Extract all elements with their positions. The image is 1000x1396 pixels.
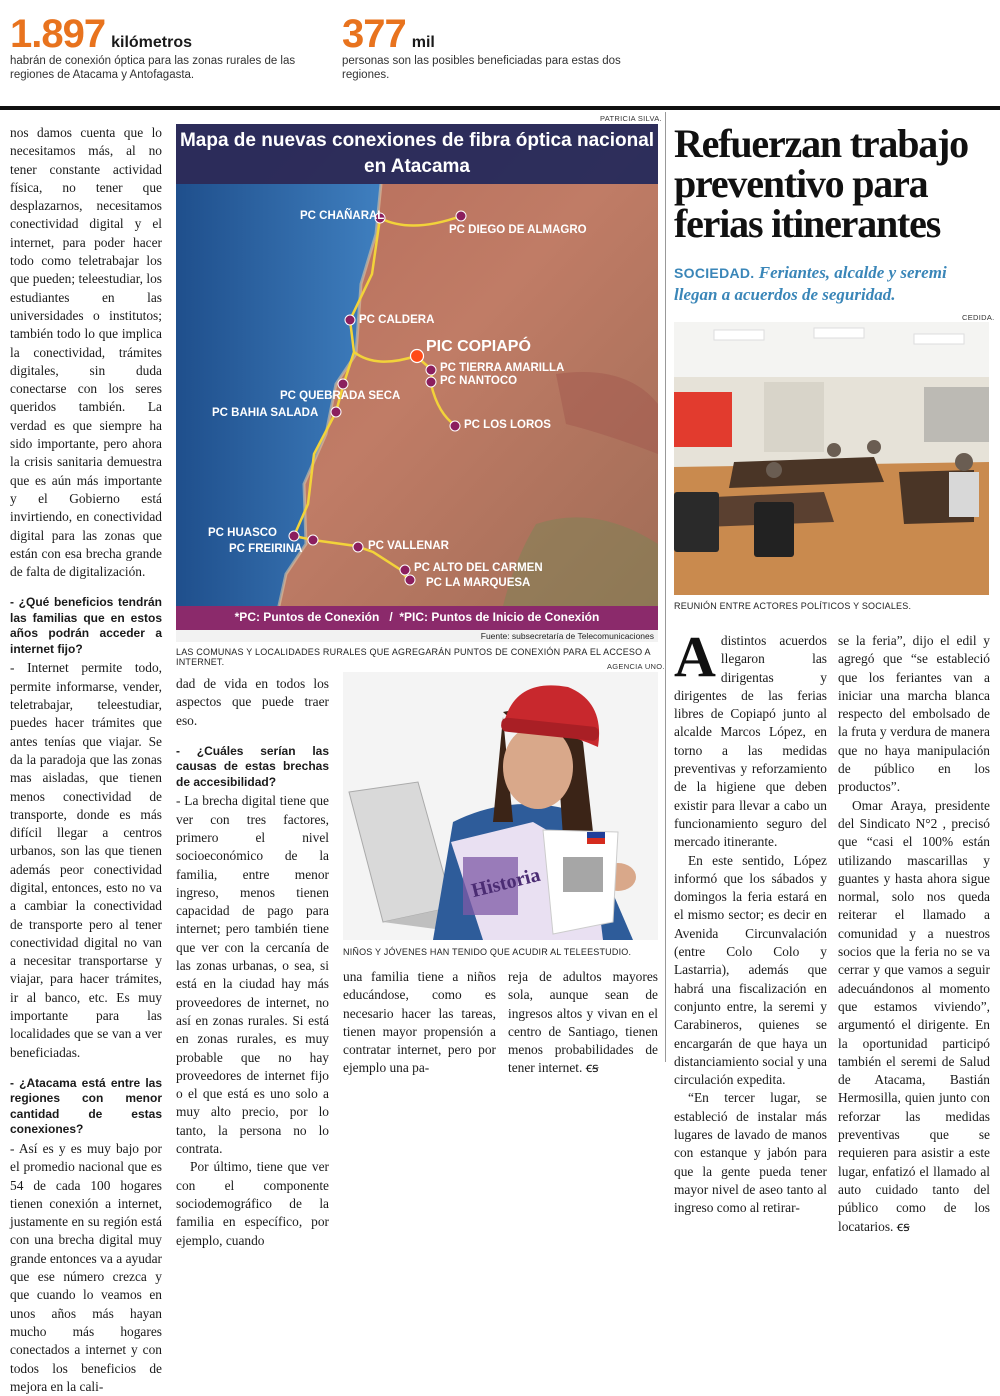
end-mark-icon: ꞓꞩ	[585, 1060, 599, 1076]
article-column-2	[838, 632, 990, 1236]
map-title: Mapa de nuevas conexiones de fibra óptica nacional en Atacama	[179, 130, 655, 177]
stat-block-kilometers	[10, 14, 330, 82]
deck-text: Feriantes, alcalde y seremi llegan a acuerdos de seguridad.	[674, 263, 947, 304]
article-photo-credit: CEDIDA.	[962, 313, 995, 322]
question: - ¿Qué beneficios tendrán las familias que en estos años podrán acceder a internet fijo?	[10, 595, 162, 656]
label-vallenar: PC VALLENAR	[368, 540, 449, 552]
point-copiapo-start[interactable]	[411, 350, 424, 363]
student-illustration	[343, 672, 658, 940]
paragraph: una familia tiene a niños educándose, como es necesario hacer las tareas, tienen mayor propensión a contratar internet, pero por ejemplo una pa-	[343, 969, 496, 1076]
meeting-photo-caption: REUNIÓN ENTRE ACTORES POLÍTICOS Y SOCIALES.	[674, 601, 912, 611]
label-freirina: PC FREIRINA	[229, 543, 303, 555]
section-divider	[0, 106, 1000, 110]
answer: - La brecha digital tiene que ver con tres factores, primero el nivel socioeconómico de la familia, entre menor ingreso, menos tienen capacidad de pago para internet; pero también tiene que ver con la cercanía de las zonas urbanas, o sea, si está en la ciudad hay más proveedores de internet, no así en zonas rurales. Si está en zonas rurales, es muy probable que no hay proveedores de internet fijo o el que está es uno solo a muy alto precio, por lo tanto, la persona no lo contrata.	[176, 793, 329, 1157]
article-deck	[674, 262, 992, 305]
article-column-1	[674, 624, 827, 1218]
point-diego-de-almagro[interactable]	[456, 211, 466, 221]
map-caption: LAS COMUNAS Y LOCALIDADES RURALES QUE AGREGARÁN PUNTOS DE CONEXIÓN PARA EL ACCESO A INTERNET.	[176, 647, 651, 667]
stat-description: personas son las posibles beneficiadas para estas dos regiones.	[342, 55, 621, 81]
paragraph: dad de vida en todos los aspectos que puede traer eso.	[176, 676, 329, 728]
dropcap: A	[674, 624, 716, 689]
map-credit: PATRICIA SILVA.	[600, 114, 662, 123]
question: - ¿Atacama está entre las regiones con menor cantidad de estas conexiones?	[10, 1075, 162, 1137]
label-nantoco: PC NANTOCO	[440, 375, 518, 387]
point-bahia-salada[interactable]	[331, 407, 341, 417]
label-tierra-amarilla: PC TIERRA AMARILLA	[440, 362, 565, 374]
stat-description: habrán de conexión óptica para las zonas rurales de las regiones de Atacama y Antofagasta.	[10, 55, 296, 81]
student-photo-caption: NIÑOS Y JÓVENES HAN TENIDO QUE ACUDIR AL TELEESTUDIO.	[343, 947, 632, 957]
point-alto-del-carmen[interactable]	[400, 565, 410, 575]
question: - ¿Cuáles serían las causas de estas brechas de accesibilidad?	[176, 743, 329, 789]
meeting-photo	[674, 322, 989, 595]
point-freirina[interactable]	[308, 535, 318, 545]
paragraph	[838, 797, 990, 1236]
interview-column-1	[10, 124, 162, 1396]
answer: - Así es y es muy bajo por el promedio nacional que es 54 de cada 100 hogares tienen conexión a internet, justamente en su región está con una brecha digital muy grande entonces va a ayudar que ese número crezca y que cuando lo veamos en unos años más hayan mucho más hogares conectados a internet y con todos los beneficios de mejora en la cali-	[10, 1140, 162, 1394]
stat-number: 377	[342, 12, 406, 56]
label-diego-de-almagro: PC DIEGO DE ALMAGRO	[449, 224, 587, 236]
paragraph	[674, 624, 827, 852]
column-divider	[665, 112, 666, 1062]
label-quebrada-seca: PC QUEBRADA SECA	[280, 390, 401, 402]
end-mark-icon: ꞓꞩ	[896, 1218, 910, 1234]
paragraph: nos damos cuenta que lo necesitamos más, al no tener constante actividad física, no tener que desplazarnos, necesitamos conectividad digital y el internet, para poder hacer todo como teletrabajar los que pueden; teleestudiar, los estudiantes en las universidades o institutos; también todo lo que implica la conectividad, trámites digitales, sin duda conectarse con los seres queridos también. La verdad es que siempre ha sido importante, pero ahora la crisis sanitaria demuestra que es aún más importante y el Gobierno está invirtiendo, en conectividad digital para las zonas que están con esa brecha grande de falta de digitalización.	[10, 125, 162, 580]
label-alto-del-carmen: PC ALTO DEL CARMEN	[414, 562, 543, 574]
point-nantoco[interactable]	[426, 377, 436, 387]
paragraph-text: Omar Araya, presidente del Sindicato N°2 , precisó que “casi el 100% están utilizando mascarillas y guantes y hasta ahora sigue normal, solo nos queda reiterar el llamado a comunidad y a nuestros socios que la feria no se va cerrar y que vamos a seguir adecuándonos al momento que estamos viviendo”, argumentó el dirigente. En la oportunidad participó también el seremi de Salud de Atacama, Bastián Hermosilla, quien junto con reforzar las medidas preventivas que se requieren para asistir a este lugar, enfatizó el llamado al auto cuidado tanto del público como de los locatarios.	[838, 797, 990, 1234]
point-vallenar[interactable]	[353, 542, 363, 552]
paragraph: “En tercer lugar, se estableció de instalar más lugares de lavado de manos con estanque y jabón para que la gente pueda tener mayor nivel de aseo tanto al ingreso como al retirar-	[674, 1090, 827, 1216]
label-caldera: PC CALDERA	[359, 314, 435, 326]
point-caldera[interactable]	[345, 315, 355, 325]
interview-column-4	[508, 968, 658, 1078]
label-chanaral: PC CHAÑARAL	[300, 210, 385, 222]
paragraph	[508, 968, 658, 1078]
point-los-loros[interactable]	[450, 421, 460, 431]
paragraph-text: reja de adultos mayores sola, aunque sean de ingresos altos y vivan en el centro de Santiago, tienen menos probabilidades de tener internet.	[508, 969, 658, 1076]
section-tag: SOCIEDAD.	[674, 265, 755, 281]
answer: - Internet permite todo, permite informarse, vender, teletrabajar, teleestudiar, puedes hacer trámites que antes tenías que viajar. Se da la paradoja que las zonas mas aisladas, que tienen menos conectividad de transporte, donde es más difícil llegar a centros urbanos, son las que tienen además peor conectividad digital, entonces, esto no va a cambiar la conectividad de transporte pero al tener conectividad digital no van a necesitar transportarse y viajar, para hacer trámites, ir al banco, etc. Es muy importante para las localidades que se van a ver beneficiadas.	[10, 660, 162, 1060]
map-source: Fuente: subsecretaría de Telecomunicaciones	[480, 631, 654, 641]
point-tierra-amarilla[interactable]	[426, 365, 436, 375]
stat-block-people	[342, 14, 652, 82]
label-la-marquesa: PC LA MARQUESA	[426, 577, 531, 589]
point-quebrada-seca[interactable]	[338, 379, 348, 389]
article-headline: Refuerzan trabajo preventivo para ferias itinerantes	[674, 121, 968, 246]
label-copiapo: PIC COPIAPÓ	[426, 338, 531, 355]
paragraph: se la feria”, dijo el edil y agregó que “se estableció que los feriantes van a iniciar una marcha blanca respecto del embolsado de la fruta y verdura de manera que no haya manipulación de público en los productos”.	[838, 633, 990, 795]
point-huasco[interactable]	[289, 531, 299, 541]
stat-unit: kilómetros	[111, 34, 193, 51]
paragraph: Por último, tiene que ver con el componente sociodemográfico de la familia en específico, por ejemplo, cuando	[176, 1159, 329, 1248]
stat-unit: mil	[411, 34, 435, 51]
paragraph-text: distintos acuerdos llegaron las dirigentas y dirigentes de las ferias libres de Copiapó junto al alcalde Marcos López, en torno a las medidas preventivas y reforzamiento de la higiene que deben existir para llevar a cabo un funcionamiento seguro del mercado itinerante.	[674, 633, 827, 850]
paragraph: En este sentido, López informó que los sábados y domingos la feria estará en el mismo sector; es decir en Avenida Circunvalación (entre Colo Colo y Lastarria), además que habrá una fiscalización en conjunto entre, la seremi y Carabineros, quienes se encargarán de que haya un distanciamiento social y una circulación expedita.	[674, 852, 827, 1088]
label-los-loros: PC LOS LOROS	[464, 419, 551, 431]
interview-column-2	[176, 675, 329, 1250]
meeting-illustration	[674, 322, 989, 595]
fiber-map	[176, 124, 658, 642]
photo-credit: AGENCIA UNO.	[607, 662, 665, 671]
student-photo	[343, 672, 658, 940]
label-bahia-salada: PC BAHIA SALADA	[212, 407, 319, 419]
map-legend: *PC: Puntos de Conexión / *PIC: Puntos de Inicio de Conexión	[234, 610, 600, 624]
book-title: Historia	[469, 863, 543, 903]
interview-column-3	[343, 968, 496, 1078]
stat-number: 1.897	[10, 12, 106, 56]
label-huasco: PC HUASCO	[208, 527, 278, 539]
point-la-marquesa[interactable]	[405, 575, 415, 585]
